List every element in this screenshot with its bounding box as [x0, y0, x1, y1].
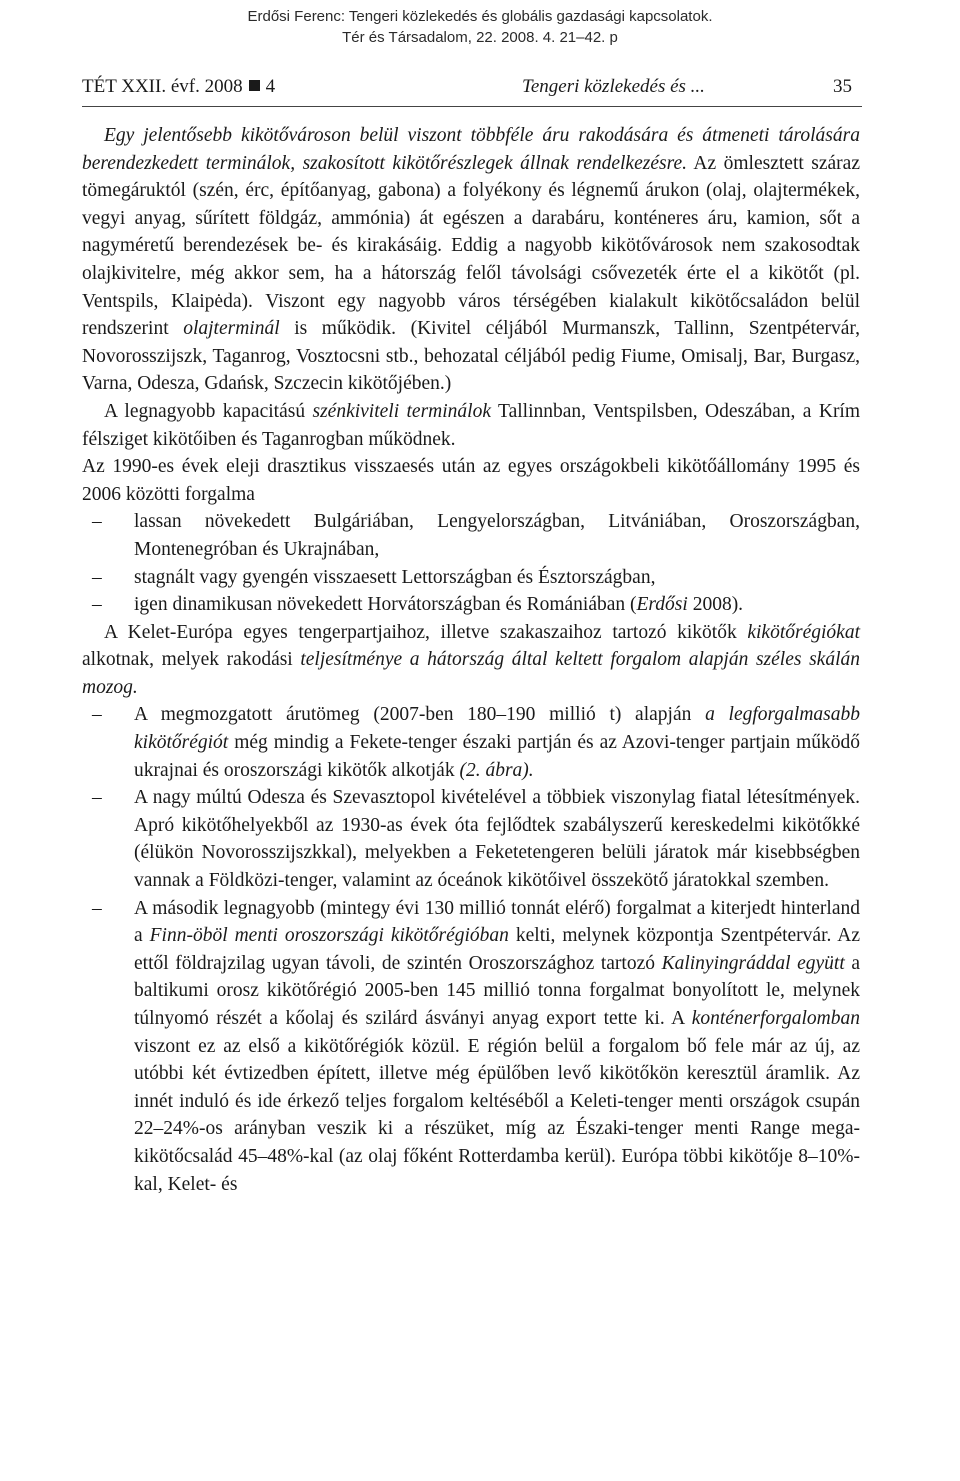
paragraph-3: Az 1990-es évek eleji drasztikus visszaesés után az egyes országokbeli kikötőállomány 1995 és 2006 közötti forgalma [82, 456, 860, 505]
paragraph-2 [82, 398, 860, 453]
list-item-term: a legforgalmasabb kikötőrégiót [134, 704, 860, 754]
list-item-term: Finn-öböl menti oroszországi kikötőrégióban [149, 925, 509, 947]
paragraph-4 [82, 619, 860, 702]
citation-line-2: Tér és Társadalom, 22. 2008. 4. 21–42. p [342, 29, 618, 46]
list-item-text: A megmozgatott árutömeg (2007-ben 180–190 millió t) alapján [134, 704, 692, 726]
page-number: 35 [833, 76, 852, 97]
list-item-text: a baltikumi orosz kikötőrégió 2005-ben 145 millió tonna forgalmat bonyolított le, melynek túlnyomó részét a kőolaj és szilárd ásványi anyag export tette ki. A [134, 952, 860, 1029]
list-item-text: viszont ez az első a kikötőrégiók közül. E régión belül a forgalom bő fele már az új, az utóbbi két évtizedben épített, illetve még épülőben levő kikötőkön keresztül áramlik. Az innét induló és ide érkező teljes forgalom keltéséből a Keleti-tenger menti országok csupán 22–24%-os arányban veszik ki a részüket, míg az Északi-tenger menti Range mega-kikötőcsalád 45–48%-kal (az olaj főként Rotterdamba kerül). Európa többi kikötője 8–10%-kal, Kelet- és [134, 1035, 860, 1195]
article-body [82, 122, 860, 1198]
paragraph-1-end: is működik. (Kivitel céljából Murmanszk, Tallinn, Szentpétervár, Novorosszijszk, Taganrog, Vosztocsni stb., behozatal céljából pedig Fiume, Omisalj, Bar, Burgasz, Varna, Odesza, Gdańsk, Szczecin kikötőjében.) [82, 318, 861, 395]
list-item-term: Kalinyingráddal együtt [661, 952, 845, 974]
list-item-text: még mindig a Fekete-tenger északi partján és az Azovi-tenger partjain működő ukrajnai és oroszországi kikötők alkotják [134, 732, 861, 781]
paragraph-1-italic-intro: Egy jelentősebb kikötővároson belül viszont többféle áru rakodására és átmeneti tárolására berendezkedett terminálok, szakosított kikötőrészlegek állnak rendelkezésre. [82, 125, 860, 174]
dash-marker: – [92, 566, 102, 588]
paragraph-2-end: Tallinnban, Ventspilsben, Odeszában, a Krím félsziget kikötőiben és Taganrogban működnek. [82, 400, 861, 450]
list-item-term: konténerforgalomban [691, 1008, 860, 1029]
paragraph-4-mid: alkotnak, melyek rakodási [82, 649, 293, 671]
issue-number: 4 [265, 76, 276, 97]
short-title: Tengeri közlekedés és ... [522, 76, 705, 97]
paragraph-1 [82, 122, 860, 398]
list-item-text: stagnált vagy gyengén visszaesett Lettországban és Észtországban, [134, 566, 656, 588]
dash-marker: – [92, 594, 102, 616]
list-item-text: kelti, melynek központja Szentpétervár. Az ettől földrajzilag ugyan távoli, de szintén Oroszországhoz tartozó [134, 925, 861, 974]
list-item-text: A nagy múltú Odesza és Szevasztopol kivételével a többiek viszonylag fiatal létesítmények. Apró kikötőhelyekből az 1930-as évek óta fejlődtek szabályszerű kereskedelmi kikötőkké (élükön Novorosszijszkkal), melyekben a Feketetengeren belüli járatok már kisebbségben vannak a Földközi-tenger, valamint az óceánok kikötőivel összekötő járatokkal szemben. [134, 787, 860, 892]
paragraph-2-term: szénkiviteli terminálok [312, 400, 491, 422]
country-trend-list [82, 508, 860, 618]
list-item-text: igen dinamikusan növekedett Horvátországban és Romániában ( [134, 594, 637, 616]
paragraph-4-term-2: teljesítménye a hátország által keltett forgalom alapján széles skálán mozog. [82, 649, 860, 698]
journal-issue [82, 76, 275, 98]
paragraph-1-term: olajterminál [183, 318, 280, 340]
list-item-text: A második legnagyobb (mintegy évi 130 millió tonnát elérő) forgalmat a kiterjedt hinterland a [134, 897, 860, 947]
dash-marker: – [92, 704, 102, 726]
paragraph-1-text: Az ömlesztett száraz tömegáruktól (szén, érc, építőanyag, gabona) a folyékony és légnemű árukon (olaj, olajtermékek, vegyi anyag, sűrített földgáz, ammónia) át egészen a darabáru, konténeres áru, kamion, sőt a nagyméretű berendezések be- és kirakásáig. Eddig a nagyobb kikötővárosok nem szakosodtak olajkivitelre, még akkor sem, ha a hátország felől távolsági csővezeték érte el a kikötőt (pl. Ventspils, Klaipėda). Viszont egy nagyobb város térségében kialakult kikötőcsaládon belül rendszerint [82, 152, 860, 340]
paragraph-2-start: A legnagyobb kapacitású [104, 400, 306, 422]
list-item [82, 508, 860, 563]
dash-marker: – [92, 787, 102, 809]
region-list [82, 701, 860, 1198]
list-item-text: lassan növekedett Bulgáriában, Lengyelországban, Litvániában, Oroszországban, Montenegróban és Ukrajnában, [134, 511, 860, 560]
paragraph-4-start: A Kelet-Európa egyes tengerpartjaihoz, illetve szakaszaihoz tartozó kikötők [104, 621, 737, 643]
citation-year: 2008). [692, 594, 744, 616]
citation-author: Erdősi [636, 594, 688, 616]
list-item [82, 591, 860, 619]
list-item [82, 784, 860, 894]
citation-header [0, 6, 960, 48]
list-item [82, 895, 860, 1199]
figure-reference: (2. ábra). [459, 759, 534, 781]
journal-name: TÉT XXII. évf. 2008 [82, 76, 243, 97]
square-bullet-icon [249, 80, 260, 91]
list-item [82, 564, 860, 592]
dash-marker: – [92, 897, 102, 919]
list-item [82, 701, 860, 784]
citation-line-1: Erdősi Ferenc: Tengeri közlekedés és globális gazdasági kapcsolatok. [247, 8, 713, 25]
dash-marker: – [92, 511, 102, 533]
paragraph-4-term-1: kikötőrégiókat [747, 621, 860, 643]
running-head [82, 72, 862, 107]
